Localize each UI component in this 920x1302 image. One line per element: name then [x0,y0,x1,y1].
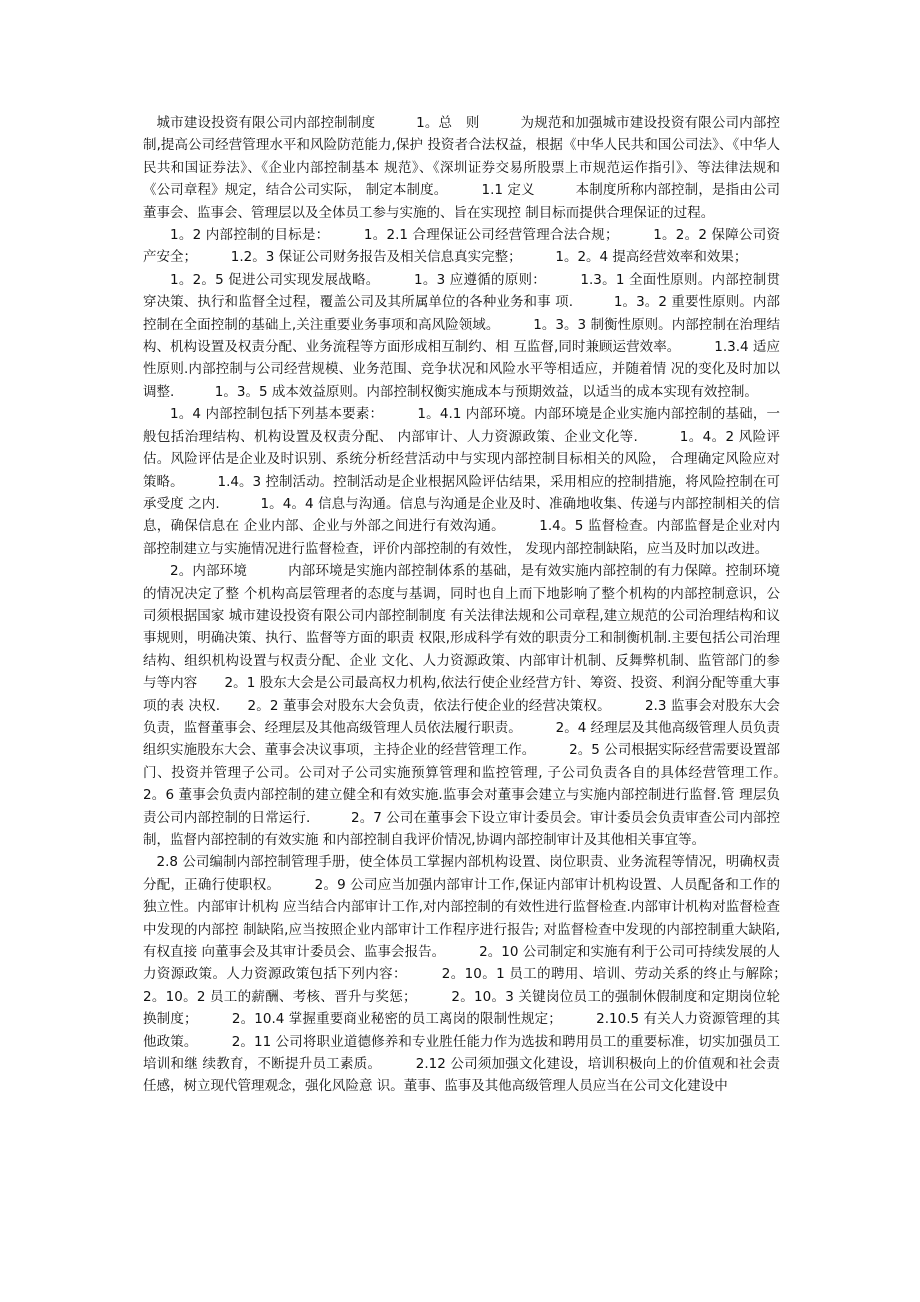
paragraph-basic-elements: 1。4 内部控制包括下列基本要素： 1。4.1 内部环境。内部环境是企业实施内部控制的基础，一般包括治理结构、机构设置及权责分配、 内部审计、人力资源政策、企业文化等. 1。4。2 风险评估。风险评估是企业及时识别、系统分析经营活动中与实现内部控制目标相关的风险， 合理确定风险应对策略。 1.4。3 控制活动。控制活动是企业根据风险评估结果，采用相应的控制措施，将风险控制在可承受度 之内. 1。4。4 信息与沟通。信息与沟通是企业及时、准确地收集、传递与内部控制相关的信息，确保信息在 企业内部、企业与外部之间进行有效沟通。 1.4。5 监督检查。内部监督是企业对内部控制建立与实施情况进行监督检查，评价内部控制的有效性， 发现内部控制缺陷，应当及时加以改进。 [143,406,780,557]
paragraph-principles: 1。2。5 促进公司实现发展战略。 1。3 应遵循的原则： 1.3。1 全面性原则。内部控制贯穿决策、执行和监督全过程，覆盖公司及其所属单位的各种业务和事 项. 1。3。2 重要性原则。内部控制在全面控制的基础上,关注重要业务事项和高风险领域。 1。3。3 制衡性原则。内部控制在治理结构、机构设置及权责分配、业务流程等方面形成相互制约、相 互监督,同时兼顾运营效率。 1.3.4 适应性原则.内部控制与公司经营规模、业务范围、竞争状况和风险水平等相适应，并随着情 况的变化及时加以调整. 1。3。5 成本效益原则。内部控制权衡实施成本与预期效益，以适当的成本实现有效控制。 [143,271,780,400]
paragraph-control-objectives: 1。2 内部控制的目标是： 1。2.1 合理保证公司经营管理合法合规； 1。2。2 保障公司资产安全； 1.2。3 保证公司财务报告及相关信息真实完整； 1。2。4 提高经营效率和效果； [143,227,780,266]
paragraph-manual-and-hr: 2.8 公司编制内部控制管理手册，使全体员工掌握内部机构设置、岗位职责、业务流程等情况，明确权责分配，正确行使职权。 2。9 公司应当加强内部审计工作,保证内部审计机构设置、人员配备和工作的独立性。内部审计机构 应当结合内部审计工作,对内部控制的有效性进行监督检查.内部审计机构对监督检查中发现的内部控 制缺陷,应当按照企业内部审计工作程序进行报告; 对监督检查中发现的内部控制重大缺陷,有权直接 向董事会及其审计委员会、监事会报告。 2。10 公司制定和实施有利于公司可持续发展的人力资源政策。人力资源政策包括下列内容： 2。10。1 员工的聘用、培训、劳动关系的终止与解除； 2。10。2 员工的薪酬、考核、晋升与奖惩； 2。10。3 关键岗位员工的强制休假制度和定期岗位轮换制度； 2。10.4 掌握重要商业秘密的员工离岗的限制性规定； 2.10.5 有关人力资源管理的其他政策。 2。11 公司将职业道德修养和专业胜任能力作为选拔和聘用员工的重要标准，切实加强员工培训和继 续教育，不断提升员工素质。 2.12 公司须加强文化建设，培训积极向上的价值观和社会责任感，树立现代管理观念，强化风险意 识。董事、监事及其他高级管理人员应当在公司文化建设中 [143,854,821,1095]
paragraph-internal-environment: 2。内部环境 内部环境是实施内部控制体系的基础，是有效实施内部控制的有力保障。控制环境的情况决定了整 个机构高层管理者的态度与基调，同时也自上而下地影响了整个机构的内部控制意识，公司须根据国家 城市建设投资有限公司内部控制制度 有关法律法规和公司章程,建立规范的公司治理结构和议事规则，明确决策、执行、监督等方面的职责 权限,形成科学有效的职责分工和制衡机制.主要包括公司治理结构、组织机构设置与权责分配、企业 文化、人力资源政策、内部审计机制、反舞弊机制、监管部门的参与等内容 2。1 股东大会是公司最高权力机构,依法行使企业经营方针、筹资、投资、利润分配等重大事项的表 决权. 2。2 董事会对股东大会负责，依法行使企业的经营决策权。 2.3 监事会对股东大会负责，监督董事会、经理层及其他高级管理人员依法履行职责。 2。4 经理层及其他高级管理人员负责组织实施股东大会、董事会决议事项，主持企业的经营管理工作。 2。5 公司根据实际经营需要设置部门、投资并管理子公司。公司对子公司实施预算管理和监控管理, 子公司负责各自的具体经营管理工作。 2。6 董事会负责内部控制的建立健全和有效实施.监事会对董事会建立与实施内部控制进行监督.管 理层负责公司内部控制的日常运行. 2。7 公司在董事会下设立审计委员会。审计委员会负责审查公司内部控制，监督内部控制的有效实施 和内部控制自我评价情况,协调内部控制审计及其他相关事宜等。 [143,563,807,848]
paragraph-intro: 城市建设投资有限公司内部控制制度 1。总 则 为规范和加强城市建设投资有限公司内部控制,提高公司经营管理水平和风险防范能力,保护 投资者合法权益，根据《中华人民共和国公司法》、《中华人民共和国证券法》、《企业内部控制基本 规范》、《深圳证券交易所股票上市规范运作指引》、等法律法规和《公司章程》规定，结合公司实际， 制定本制度。 1.1 定义 本制度所称内部控制，是指由公司董事会、监事会、管理层以及全体员工参与实施的、旨在实现控 制目标而提供合理保证的过程。 [143,115,780,221]
document-body [143,112,821,1098]
